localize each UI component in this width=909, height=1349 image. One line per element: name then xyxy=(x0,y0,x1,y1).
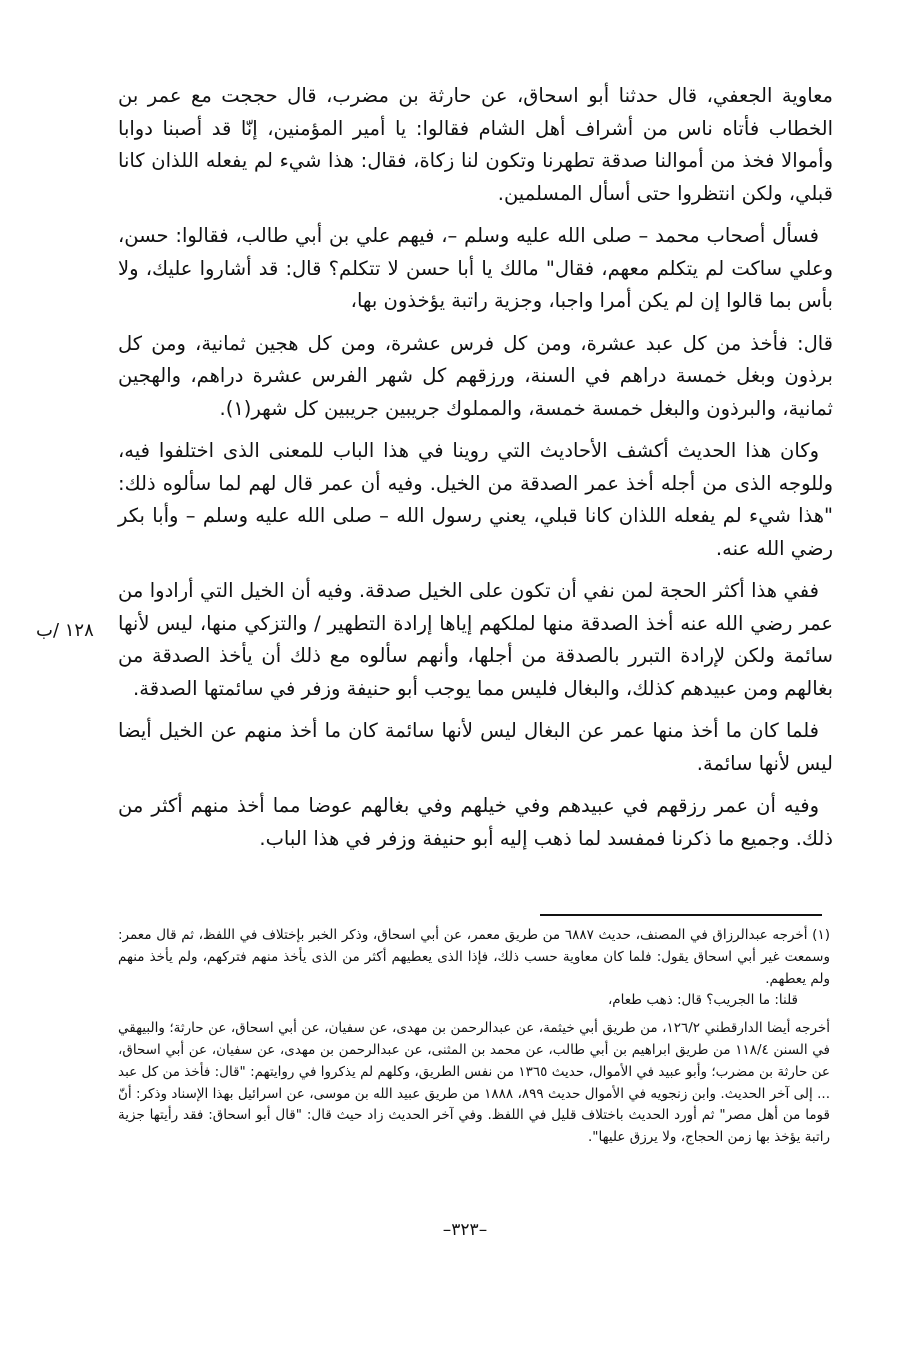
footnote-line: أخرجه أيضا الدارقطني ١٢٦/٢، من طريق أبي خيثمة، عن عبدالرحمن بن مهدى، عن سفيان، عن أبي اسحاق، عن حارثة؛ والبيهقي في السنن ١١٨/٤ من طريق ابراهيم بن أبي طالب، عن محمد بن المثنى، عن عبدالرحمن بن مهدى، عن سفيان، عن أبي اسحاق، عن حارثة بن مضرب؛ وأبو عبيد في الأموال، حديث ١٣٦٥ من نفس الطريق، وكلهم لم يذكروا في روايتهم: "قال: فأخذ من كل عبد ... إلى آخر الحديث. وابن زنجويه في الأموال حديث ٨٩٩، ١٨٨٨ من طريق عبيد الله بن موسى، عن اسرائيل بهذا الإسناد وذكر: أنّ قوما من أهل مصر" ثم أورد الحديث باختلاف قليل في اللفظ. وفي آخر الحديث زاد حيث قال: "قال أبو اسحاق: فقد رأيتها جزية راتبة يؤخذ بها زمن الحجاج، ولا يرزق عليها". xyxy=(118,1020,830,1146)
footnote-line: قلنا: ما الجريب؟ قال: ذهب طعام، xyxy=(607,992,798,1009)
paragraph: وكان هذا الحديث أكشف الأحاديث التي روينا في هذا الباب للمعنى الذى اختلفوا فيه، وللوجه الذى من أجله أخذ عمر الصدقة من الخيل. وفيه أن عمر قال لهم لما سألوه ذلك: "هذا شيء لم يفعله اللذان كانا قبلي، يعني رسول الله – صلى الله عليه وسلم – وأبا بكر رضي الله عنه. xyxy=(118,439,833,560)
paragraph: فلما كان ما أخذ منها عمر عن البغال ليس لأنها سائمة كان ما أخذ منهم عن الخيل أيضا ليس لأنها سائمة. xyxy=(118,719,833,775)
main-text xyxy=(118,80,833,865)
paragraph: فسأل أصحاب محمد – صلى الله عليه وسلم –، فيهم علي بن أبي طالب، فقالوا: حسن، وعلي ساكت لم يتكلم معهم، فقال" مالك يا أبا حسن لا تتكلم؟ قال: قد أشاروا عليك، ولا بأس بما قالوا إن لم يكن أمرا واجبا، وجزية راتبة يؤخذون بها، xyxy=(118,224,833,312)
paragraph: قال: فأخذ من كل عبد عشرة، ومن كل فرس عشرة، ومن كل هجين ثمانية، ومن كل برذون وبغل خمسة دراهم في السنة، ورزقهم كل شهر الفرس عشرة دراهم، والهجين ثمانية، والبرذون والبغل خمسة خمسة، والمملوك جريبين جريبين كل شهر(١). xyxy=(118,331,833,420)
footnotes xyxy=(118,925,830,1149)
paragraph: معاوية الجعفي، قال حدثنا أبو اسحاق، عن حارثة بن مضرب، قال حججت مع عمر بن الخطاب فأتاه ناس من أشراف أهل الشام فقالوا: يا أمير المؤمنين، إنّا قد أصبنا دوابا وأموالا فخذ من أموالنا صدقة تطهرنا وتكون لنا زكاة، فقال: هذا شيء لم يفعله اللذان كانا قبلي، ولكن انتظروا حتى أسأل المسلمين. xyxy=(118,84,833,205)
manuscript-folio-marker: ١٢٨ /ب xyxy=(36,620,94,641)
paragraph: ففي هذا أكثر الحجة لمن نفي أن تكون على الخيل صدقة. وفيه أن الخيل التي أرادوا من عمر رضي الله عنه أخذ الصدقة منها لملكهم إياها إرادة التطهير / والتزكي منها، ليس لأنها سائمة ولكن لإرادة التبرر بالصدقة من أجلها، وأنهم سألوه مع ذلك أن يأخذ الصدقة من بغالهم ومن عبيدهم كذلك، والبغال فليس مما يوجب أبو حنيفة وزفر في سائمتها الصدقة. xyxy=(118,579,833,700)
page-number: –٣٢٣– xyxy=(442,1220,488,1240)
paragraph: وفيه أن عمر رزقهم في عبيدهم وفي خيلهم وفي بغالهم عوضا مما أخذ منهم أكثر من ذلك. وجميع ما ذكرنا فمفسد لما ذهب إليه أبو حنيفة وزفر في هذا الباب. xyxy=(118,794,833,850)
footnote-line: (١) أخرجه عبدالرزاق في المصنف، حديث ٦٨٨٧ من طريق معمر، عن أبي اسحاق، وذكر الخبر بإختلاف في اللفظ، ثم قال معمر: وسمعت غير أبي اسحاق يقول: فلما كان معاوية حسب ذلك، فإذا الذى يعطيهم أكثر من الذى يأخذ منهم فتركهم، ولم يأخذ منهم ولم يعطهم. xyxy=(118,927,830,987)
footnote-divider xyxy=(540,914,822,916)
